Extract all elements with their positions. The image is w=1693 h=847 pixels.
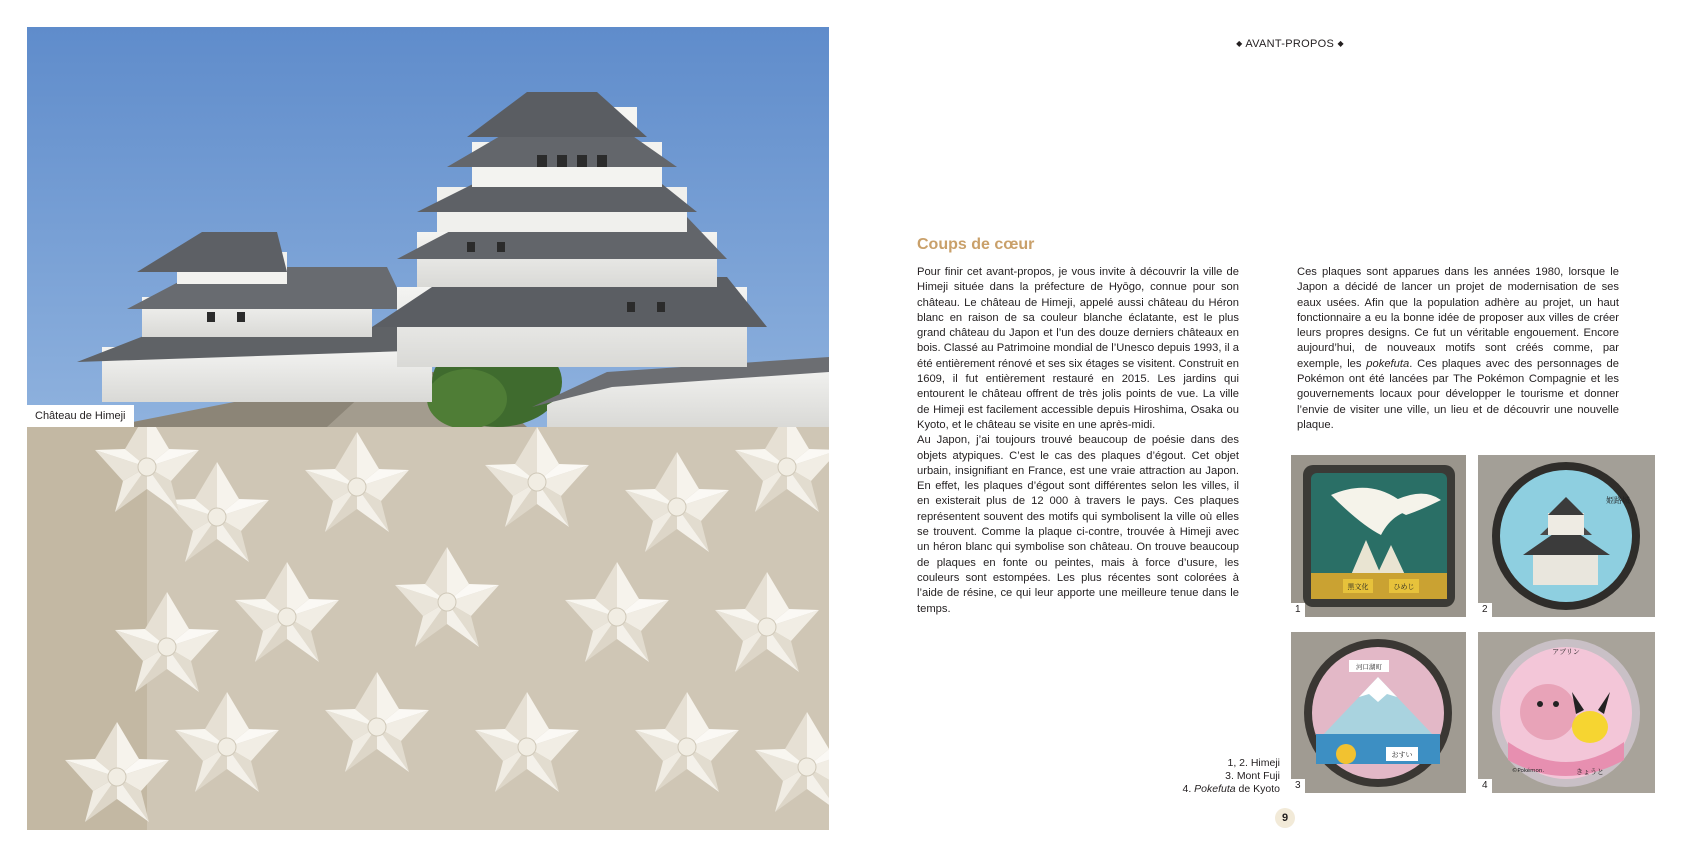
- plate-text: おすい: [1391, 751, 1413, 759]
- castle-photo-caption: Château de Himeji: [27, 405, 134, 427]
- plate-text: ©Pokémon.: [1511, 768, 1545, 774]
- thumbnail-number: 3: [1291, 779, 1305, 793]
- plate-text: 河口湖町: [1356, 663, 1382, 671]
- paragraph: [1297, 265, 1619, 433]
- credit-text: 4.: [1182, 783, 1195, 795]
- body-column-right: [1297, 265, 1619, 433]
- origami-flowers-photo: [27, 427, 829, 830]
- plate-text: 姫路城: [1606, 496, 1630, 505]
- paragraph-text: Ces plaques sont apparues dans les années 1980, lorsque le Japon a décidé de lancer un projet de modernisation de ses eaux usées. Afin que la population adhère au projet, un haut fonctionnaire a eu la bonne idée de proposer aux villes de créer leurs propres designs. Ce fut un véritable engouement. Encore aujourd’hui, de nouveaux motifs sont créés comme, par exemple, les: [1297, 266, 1619, 370]
- thumbnail-number: 2: [1478, 603, 1492, 617]
- diamond-icon: ◆: [1236, 39, 1243, 48]
- thumbnail-number: 1: [1291, 603, 1305, 617]
- manhole-photo-pokefuta-kyoto: [1478, 632, 1655, 793]
- diamond-icon: ◆: [1337, 39, 1344, 48]
- body-column-left: [917, 265, 1239, 617]
- running-head-title: AVANT-PROPOS: [1245, 38, 1335, 50]
- page-number: 9: [1275, 808, 1295, 828]
- photo-credits: [1120, 757, 1280, 796]
- plate-text: アブリン: [1552, 648, 1580, 656]
- credit-italic: Pokefuta: [1194, 783, 1236, 795]
- paragraph-text: . Ces plaques avec des personnages de Pokémon ont été lancées par The Pokémon Compagnie et les gouvernements locaux pour développer le tourisme et donner l’envie de visiter une ville, un lieu et de découvrir une nouvelle plaque.: [1297, 357, 1619, 431]
- credit-line: 3. Mont Fuji: [1225, 770, 1280, 782]
- paragraph: Pour finir cet avant-propos, je vous invite à découvrir la ville de Himeji située dans la préfecture de Hyōgo, connue pour son château. Le château de Himeji, appelé aussi château du Héron blanc en raison de sa couleur blanche éclatante, est le plus grand château du Japon et l’un des douze derniers châteaux en bois. Classé au Patrimoine mondial de l’Unesco depuis 1993, il a été entièrement rénové et ses six étages se visitent. Construit en 1609, il fut entièrement restauré en 2015. Les jardins qui entourent le château offrent de très jolis points de vue. La ville de Himeji est facilement accessible depuis Hiroshima, Osaka ou Kyoto, et le château se visite en une après-midi.: [917, 266, 1239, 431]
- section-title: Coups de cœur: [917, 236, 1035, 253]
- credit-line: [1120, 783, 1280, 796]
- manhole-photo-mont-fuji: [1291, 632, 1466, 793]
- credit-text: de Kyoto: [1235, 783, 1280, 795]
- manhole-photo-himeji-heron: [1291, 455, 1466, 617]
- paragraph-italic: pokefuta: [1366, 357, 1410, 370]
- plate-text: 黒文化: [1347, 583, 1369, 591]
- credit-line: 1, 2. Himeji: [1227, 757, 1280, 769]
- manhole-photo-himeji-castle: [1478, 455, 1655, 617]
- plate-text: ひめじ: [1393, 583, 1415, 591]
- paragraph: Au Japon, j’ai toujours trouvé beaucoup de poésie dans des objets atypiques. C’est le cas des plaques d’égout. Cet objet urbain, insignifiant en France, est une vraie attraction au Japon. En effet, les plaques d’égout sont différentes selon les villes, il en existerait plus de 12 000 à travers le pays. Ces plaques représentent souvent des motifs qui symbolisent la ville où elles se trouvent. Comme la plaque ci-contre, trouvée à Himeji avec un héron blanc qui symbolise son château. On trouve beaucoup de plaques en fonte ou peintes, mais à force d’usure, les couleurs sont estompées. Les plus récentes sont colorées à l’aide de résine, ce qui leur apporte une meilleure tenue dans le temps.: [917, 434, 1239, 615]
- running-head: [1190, 38, 1390, 50]
- thumbnail-number: 4: [1478, 779, 1492, 793]
- himeji-castle-photo: [27, 27, 829, 427]
- plate-text: きょうと: [1576, 768, 1604, 776]
